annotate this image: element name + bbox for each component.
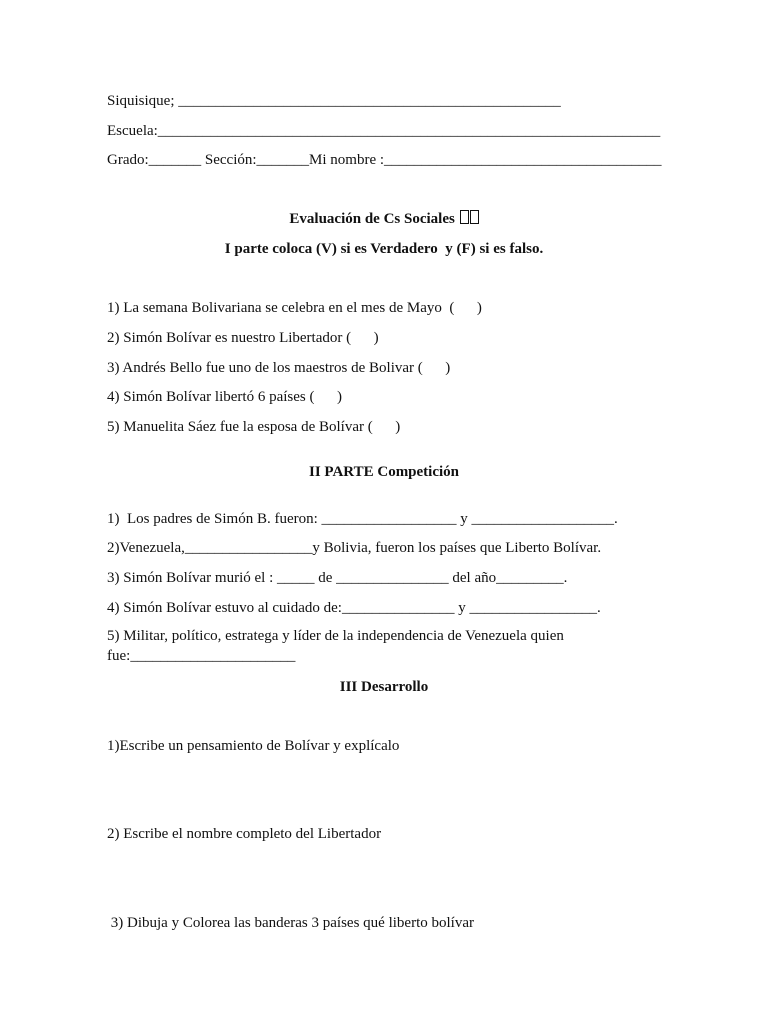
siquisique-field: Siquisique; ___________________________________________________ xyxy=(107,93,561,109)
part1-item: 3) Andrés Bello fue uno de los maestros de Bolivar ( ) xyxy=(107,360,451,376)
part2-item: 3) Simón Bolívar murió el : _____ de _______________ del año_________. xyxy=(107,570,568,586)
part1-item: 4) Simón Bolívar libertó 6 países ( ) xyxy=(107,389,342,405)
part2-item: 5) Militar, político, estratega y líder de la independencia de Venezuela quien fue:______________________ xyxy=(107,628,564,664)
part1-heading: I parte coloca (V) si es Verdadero y (F) si es falso. xyxy=(224,241,544,257)
part3-item: 2) Escribe el nombre completo del Libertador xyxy=(107,826,382,842)
missing-glyph-icon xyxy=(460,210,469,224)
page-title xyxy=(0,210,768,228)
grado-seccion-nombre-field: Grado:_______ Sección:_______Mi nombre :_____________________________________ xyxy=(107,152,662,168)
part1-item: 5) Manuelita Sáez fue la esposa de Bolívar ( ) xyxy=(107,419,401,435)
part3-heading: III Desarrollo xyxy=(339,679,429,695)
title-text: Evaluación de Cs Sociales xyxy=(289,211,455,227)
part1-item: 1) La semana Bolivariana se celebra en el mes de Mayo ( ) xyxy=(107,300,482,316)
part3-item: 1)Escribe un pensamiento de Bolívar y explícalo xyxy=(107,738,400,754)
part3-item: 3) Dibuja y Colorea las banderas 3 países qué liberto bolívar xyxy=(107,915,474,931)
part2-item: 1) Los padres de Simón B. fueron: __________________ y ___________________. xyxy=(107,511,618,527)
escuela-field: Escuela:___________________________________________________________________ xyxy=(107,123,661,139)
part2-item: 2)Venezuela,_________________y Bolivia, fueron los países que Liberto Bolívar. xyxy=(107,540,602,556)
part2-item: 4) Simón Bolívar estuvo al cuidado de:_______________ y _________________. xyxy=(107,600,601,616)
missing-glyph-icon xyxy=(470,210,479,224)
part1-item: 2) Simón Bolívar es nuestro Libertador ( ) xyxy=(107,330,379,346)
part2-heading: II PARTE Competición xyxy=(308,464,460,480)
